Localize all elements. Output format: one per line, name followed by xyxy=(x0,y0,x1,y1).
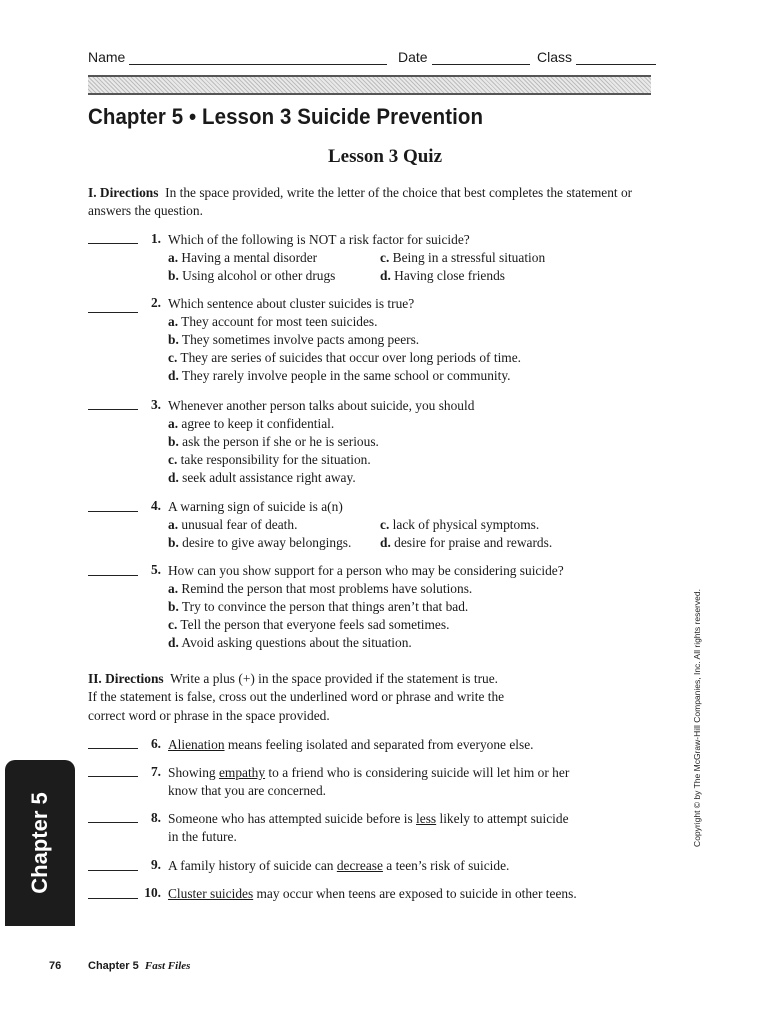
option-a xyxy=(168,580,472,598)
part2-line1: Write a plus (+) in the space provided if the statement is true. xyxy=(170,671,499,686)
option-text: They account for most teen suicides. xyxy=(181,314,378,329)
option-b xyxy=(168,534,351,552)
statement-pre: Showing xyxy=(168,765,219,780)
option-letter: c. xyxy=(380,250,390,265)
option-b xyxy=(168,598,468,616)
answer-blank-5[interactable] xyxy=(88,575,138,576)
option-letter: b. xyxy=(168,332,179,347)
answer-blank-2[interactable] xyxy=(88,312,138,313)
statement-pre: Someone who has attempted suicide before is xyxy=(168,811,417,826)
chapter-side-tab-label-wrap xyxy=(5,760,75,926)
question-number: 4. xyxy=(150,498,161,513)
option-letter: b. xyxy=(168,535,179,550)
option-text: They are series of suicides that occur over long periods of time. xyxy=(180,350,522,365)
copyright-notice: Copyright © by The McGraw-Hill Companies, Inc. All rights reserved. xyxy=(692,589,702,847)
option-letter: c. xyxy=(168,350,178,365)
statement-post: to a friend who is considering suicide will let him or her xyxy=(265,765,570,780)
question-text: A warning sign of suicide is a(n) xyxy=(168,499,343,514)
option-c xyxy=(168,451,371,469)
option-text: Having a mental disorder xyxy=(181,250,318,265)
statement-text xyxy=(168,857,509,875)
answer-blank-8[interactable] xyxy=(88,822,138,823)
statement-pre: A family history of suicide can xyxy=(168,858,337,873)
option-letter: d. xyxy=(168,635,179,650)
quiz-title: Lesson 3 Quiz xyxy=(327,146,443,167)
statement-number: 6. xyxy=(150,736,161,751)
stripe-top-rule xyxy=(88,75,651,77)
statement-text xyxy=(168,810,569,847)
footer-book: Fast Files xyxy=(144,960,191,972)
statement-post: likely to attempt suicide xyxy=(436,811,569,826)
option-letter: c. xyxy=(168,452,178,467)
option-letter: a. xyxy=(168,581,179,596)
statement-number: 7. xyxy=(150,764,161,779)
date-line[interactable] xyxy=(432,50,530,65)
option-letter: a. xyxy=(168,250,179,265)
option-text: seek adult assistance right away. xyxy=(182,470,356,485)
option-text: Using alcohol or other drugs xyxy=(182,268,336,283)
answer-blank-3[interactable] xyxy=(88,409,138,410)
question-text: How can you show support for a person who may be considering suicide? xyxy=(168,563,564,578)
option-c xyxy=(168,349,521,367)
statement-number: 10. xyxy=(144,885,161,900)
option-a xyxy=(168,415,334,433)
part2-line3: correct word or phrase in the space provided. xyxy=(88,707,330,723)
option-text: take responsibility for the situation. xyxy=(180,452,371,467)
statement-post: means feeling isolated and separated from everyone else. xyxy=(224,737,534,752)
option-letter: b. xyxy=(168,599,179,614)
underlined-term: less xyxy=(416,811,437,826)
option-text: Avoid asking questions about the situation. xyxy=(181,635,412,650)
statement-text xyxy=(168,764,569,801)
answer-blank-6[interactable] xyxy=(88,748,138,749)
answer-blank-9[interactable] xyxy=(88,870,138,871)
date-label: Date xyxy=(398,49,428,65)
class-label: Class xyxy=(537,49,573,65)
option-text: lack of physical symptoms. xyxy=(392,517,540,532)
option-letter: d. xyxy=(380,268,391,283)
question-text: Which of the following is NOT a risk factor for suicide? xyxy=(168,232,470,247)
underlined-term: decrease xyxy=(336,858,383,873)
option-a xyxy=(168,516,297,534)
question-number: 2. xyxy=(150,295,161,310)
footer-label xyxy=(88,960,190,972)
answer-blank-4[interactable] xyxy=(88,511,138,512)
underlined-term: empathy xyxy=(218,765,266,780)
part2-directions xyxy=(88,670,648,725)
option-text: They rarely involve people in the same school or community. xyxy=(181,368,511,383)
answer-blank-10[interactable] xyxy=(88,898,138,899)
name-line[interactable] xyxy=(129,50,387,65)
statement-number: 9. xyxy=(150,857,161,872)
underlined-term: Cluster suicides xyxy=(168,886,254,901)
option-text: desire to give away belongings. xyxy=(182,535,352,550)
option-letter: c. xyxy=(380,517,390,532)
option-d xyxy=(380,267,505,285)
option-c xyxy=(380,516,539,534)
chapter-title: Chapter 5 • Lesson 3 Suicide Prevention xyxy=(88,104,484,129)
part2-heading: II. Directions xyxy=(88,671,164,686)
option-c xyxy=(380,249,545,267)
statement-text xyxy=(168,885,577,903)
statement-post: a teen’s risk of suicide. xyxy=(382,858,510,873)
class-line[interactable] xyxy=(576,50,656,65)
option-letter: c. xyxy=(168,617,178,632)
option-text: desire for praise and rewards. xyxy=(394,535,553,550)
page-number: 76 xyxy=(49,960,62,972)
header-stripe xyxy=(88,76,651,94)
part2-line2: If the statement is false, cross out the underlined word or phrase and write the xyxy=(88,689,505,705)
name-label: Name xyxy=(88,49,126,65)
chapter-side-tab-label: Chapter 5 xyxy=(27,792,52,894)
question-text: Whenever another person talks about suicide, you should xyxy=(168,398,475,413)
name-field[interactable] xyxy=(88,49,387,65)
question-number: 5. xyxy=(150,562,161,577)
option-text: Remind the person that most problems have solutions. xyxy=(181,581,473,596)
option-letter: a. xyxy=(168,517,179,532)
option-a xyxy=(168,249,317,267)
option-letter: d. xyxy=(168,368,179,383)
answer-blank-1[interactable] xyxy=(88,243,138,244)
option-text: Being in a stressful situation xyxy=(392,250,546,265)
class-field[interactable] xyxy=(537,49,656,65)
part1-heading: I. Directions xyxy=(88,185,159,200)
option-text: agree to keep it confidential. xyxy=(181,416,335,431)
option-b xyxy=(168,331,419,349)
part1-directions xyxy=(88,184,648,221)
option-text: unusual fear of death. xyxy=(181,517,298,532)
option-c xyxy=(168,616,449,634)
option-letter: d. xyxy=(380,535,391,550)
option-text: ask the person if she or he is serious. xyxy=(182,434,379,449)
statement-number: 8. xyxy=(150,810,161,825)
option-d xyxy=(168,367,511,385)
option-d xyxy=(168,634,412,652)
statement-text xyxy=(168,736,534,754)
option-letter: d. xyxy=(168,470,179,485)
option-letter: b. xyxy=(168,434,179,449)
statement-line2: in the future. xyxy=(168,829,237,845)
option-d xyxy=(380,534,552,552)
stripe-bottom-rule xyxy=(88,93,651,95)
option-d xyxy=(168,469,356,487)
option-letter: a. xyxy=(168,416,179,431)
statement-line2: know that you are concerned. xyxy=(168,783,327,799)
statement-post: may occur when teens are exposed to suicide in other teens. xyxy=(253,886,577,901)
option-text: They sometimes involve pacts among peers. xyxy=(181,332,420,347)
date-field[interactable] xyxy=(398,49,530,65)
answer-blank-7[interactable] xyxy=(88,776,138,777)
option-b xyxy=(168,267,335,285)
option-text: Having close friends xyxy=(394,268,505,283)
option-text: Tell the person that everyone feels sad sometimes. xyxy=(180,617,450,632)
option-letter: a. xyxy=(168,314,179,329)
option-b xyxy=(168,433,379,451)
underlined-term: Alienation xyxy=(168,737,225,752)
question-number: 1. xyxy=(150,231,161,246)
option-a xyxy=(168,313,378,331)
part1-text: In the space provided, write the letter of the choice that best completes the statement or answers the question. xyxy=(88,185,633,219)
question-number: 3. xyxy=(150,397,161,412)
option-letter: b. xyxy=(168,268,179,283)
option-text: Try to convince the person that things aren’t that bad. xyxy=(181,599,469,614)
question-text: Which sentence about cluster suicides is true? xyxy=(168,296,415,311)
footer-chapter: Chapter 5 xyxy=(88,960,139,972)
